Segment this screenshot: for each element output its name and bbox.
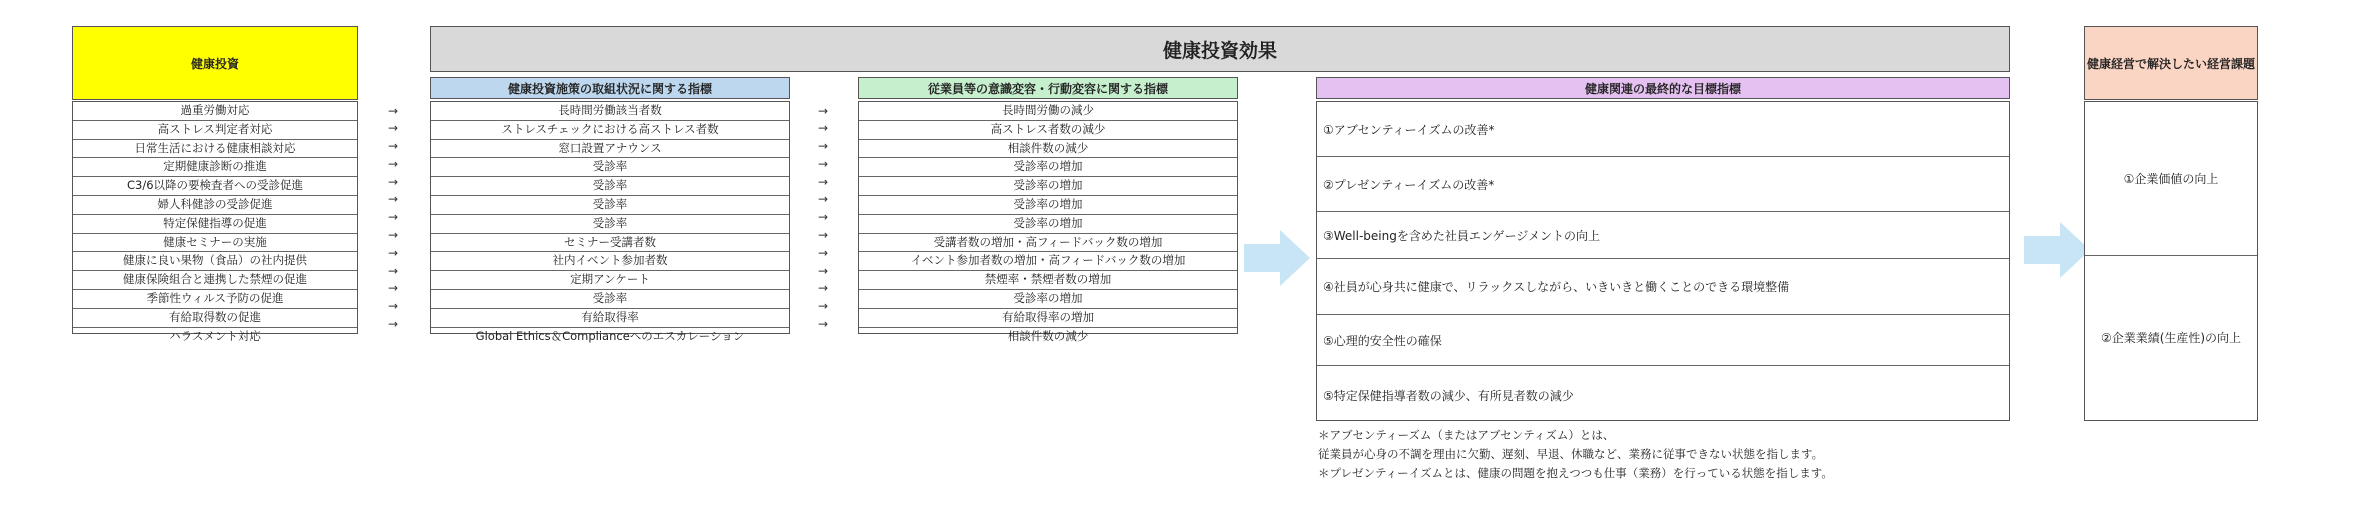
initiative-indicator-item: 有給取得率 bbox=[431, 309, 789, 328]
behavior-indicator-item: 受診率の増加 bbox=[859, 158, 1237, 177]
arrow-icon: → bbox=[387, 263, 399, 278]
initiative-indicators-header: 健康投資施策の取組状況に関する指標 bbox=[430, 77, 790, 99]
initiative-indicator-item: セミナー受講者数 bbox=[431, 234, 789, 253]
health-investment-item: ハラスメント対応 bbox=[169, 328, 261, 343]
initiative-indicator-item: 受診率 bbox=[431, 290, 789, 309]
initiative-indicator-item: 受診率 bbox=[431, 196, 789, 215]
arrow-icon: → bbox=[817, 156, 829, 171]
management-issues-list bbox=[2084, 101, 2258, 421]
arrow-icon: → bbox=[817, 174, 829, 189]
arrow-icon: → bbox=[817, 192, 829, 207]
health-investment-item: 季節性ウィルス予防の促進 bbox=[73, 290, 357, 309]
flow-arrow-2 bbox=[2024, 222, 2090, 278]
health-investment-item: 健康に良い果物（食品）の社内提供 bbox=[73, 252, 357, 271]
final-indicator-label: ④社員が心身共に健康で、リラックスしながら、いきいきと働くことのできる環境整備 bbox=[1323, 280, 1790, 294]
arrow-icon: → bbox=[817, 121, 829, 136]
arrow-icon: → bbox=[387, 317, 399, 332]
initiative-indicator-item: 定期アンケート bbox=[431, 271, 789, 290]
final-indicator-item bbox=[1317, 157, 2009, 212]
final-indicators-list bbox=[1316, 101, 2010, 421]
behavior-indicator-item: 受診率の増加 bbox=[859, 196, 1237, 215]
health-investment-header: 健康投資 bbox=[72, 26, 358, 100]
arrow-icon: → bbox=[817, 317, 829, 332]
arrow-column-2 bbox=[808, 101, 838, 334]
initiative-indicator-item: 長時間労働該当者数 bbox=[431, 102, 789, 121]
health-investment-item: 高ストレス判定者対応 bbox=[73, 121, 357, 140]
health-investment-item: 健康セミナーの実施 bbox=[73, 234, 357, 253]
arrow-column-1 bbox=[378, 101, 408, 334]
effects-header: 健康投資効果 bbox=[430, 26, 2010, 72]
initiative-indicator-item: 受診率 bbox=[431, 158, 789, 177]
management-issue-item: ②企業業績(生産性)の向上 bbox=[2100, 331, 2242, 345]
arrow-icon: → bbox=[387, 245, 399, 260]
behavior-indicators-list bbox=[858, 101, 1238, 343]
health-investment-item: 婦人科健診の受診促進 bbox=[73, 196, 357, 215]
management-issues-header: 健康経営で解決したい経営課題 bbox=[2084, 26, 2258, 100]
arrow-icon: → bbox=[387, 103, 399, 118]
arrow-icon: → bbox=[387, 121, 399, 136]
arrow-icon: → bbox=[817, 139, 829, 154]
initiative-indicator-item: 窓口設置アナウンス bbox=[431, 140, 789, 159]
final-indicator-item bbox=[1317, 366, 2009, 424]
flow-arrow-1 bbox=[1244, 230, 1310, 286]
initiative-indicator-item: ストレスチェックにおける高ストレス者数 bbox=[431, 121, 789, 140]
arrow-icon: → bbox=[817, 228, 829, 243]
behavior-indicator-item: 高ストレス者数の減少 bbox=[859, 121, 1237, 140]
behavior-indicator-item: 有給取得率の増加 bbox=[859, 309, 1237, 328]
health-investment-item: 定期健康診断の推進 bbox=[73, 158, 357, 177]
behavior-indicator-item: 受講者数の増加・高フィードバック数の増加 bbox=[859, 234, 1237, 253]
behavior-indicators-header: 従業員等の意識変容・行動変容に関する指標 bbox=[858, 77, 1238, 99]
health-investment-item: 健康保険組合と連携した禁煙の促進 bbox=[73, 271, 357, 290]
behavior-indicator-item: 受診率の増加 bbox=[859, 215, 1237, 234]
behavior-indicator-item: 相談件数の減少 bbox=[1007, 328, 1089, 343]
final-indicator-item bbox=[1317, 259, 2009, 315]
arrow-icon: → bbox=[817, 299, 829, 314]
health-investment-item: C3/6以降の要検査者への受診促進 bbox=[73, 177, 357, 196]
arrow-icon: → bbox=[387, 299, 399, 314]
final-indicator-label: ③Well-beingを含めた社員エンゲージメントの向上 bbox=[1323, 228, 1601, 243]
arrow-icon: → bbox=[387, 139, 399, 154]
initiative-indicator-item: 受診率 bbox=[431, 215, 789, 234]
arrow-icon: → bbox=[387, 281, 399, 296]
behavior-indicator-item: イベント参加者数の増加・高フィードバック数の増加 bbox=[859, 252, 1237, 271]
footnotes bbox=[1318, 426, 2008, 483]
arrow-icon: → bbox=[387, 156, 399, 171]
footnote-line: ＊アブセンティーズム（またはアブセンティズム）とは、 bbox=[1318, 428, 1615, 442]
initiative-indicator-item: 受診率 bbox=[431, 177, 789, 196]
final-indicators-header: 健康関連の最終的な目標指標 bbox=[1316, 77, 2010, 99]
final-indicator-label: ⑤特定保健指導者数の減少、有所見者数の減少 bbox=[1323, 388, 1574, 403]
arrow-icon: → bbox=[817, 103, 829, 118]
behavior-indicator-item: 禁煙率・禁煙者数の増加 bbox=[859, 271, 1237, 290]
behavior-indicator-item: 受診率の増加 bbox=[859, 177, 1237, 196]
arrow-icon: → bbox=[817, 263, 829, 278]
health-investment-item: 特定保健指導の促進 bbox=[73, 215, 357, 234]
initiative-indicator-item: Global Ethics＆Complianceへのエスカレーション bbox=[475, 328, 745, 343]
final-indicator-label: ②プレゼンティーイズムの改善* bbox=[1323, 177, 1495, 192]
final-indicator-item bbox=[1317, 315, 2009, 366]
final-indicator-item bbox=[1317, 212, 2009, 259]
health-investment-list bbox=[72, 101, 358, 343]
health-investment-item: 有給取得数の促進 bbox=[73, 309, 357, 328]
behavior-indicator-item: 受診率の増加 bbox=[859, 290, 1237, 309]
arrow-icon: → bbox=[387, 210, 399, 225]
arrow-icon: → bbox=[387, 174, 399, 189]
management-issue-item: ①企業価値の向上 bbox=[2085, 102, 2257, 256]
initiative-indicator-item: 社内イベント参加者数 bbox=[431, 252, 789, 271]
arrow-icon: → bbox=[387, 228, 399, 243]
arrow-icon: → bbox=[387, 192, 399, 207]
final-indicator-label: ⑤心理的安全性の確保 bbox=[1323, 333, 1442, 348]
footnote-line: ＊プレゼンティーイズムとは、健康の問題を抱えつつも仕事（業務）を行っている状態を指します。 bbox=[1318, 466, 1833, 480]
behavior-indicator-item: 相談件数の減少 bbox=[859, 140, 1237, 159]
arrow-icon: → bbox=[817, 245, 829, 260]
footnote-line: 従業員が心身の不調を理由に欠勤、遅刻、早退、休職など、業務に従事できない状態を指します。 bbox=[1318, 447, 1824, 461]
health-investment-item: 日常生活における健康相談対応 bbox=[73, 140, 357, 159]
initiative-indicators-list bbox=[430, 101, 790, 343]
health-investment-item: 過重労働対応 bbox=[73, 102, 357, 121]
final-indicator-item bbox=[1317, 102, 2009, 157]
behavior-indicator-item: 長時間労働の減少 bbox=[859, 102, 1237, 121]
final-indicator-label: ①アブセンティーイズムの改善* bbox=[1323, 122, 1495, 137]
arrow-icon: → bbox=[817, 210, 829, 225]
arrow-icon: → bbox=[817, 281, 829, 296]
